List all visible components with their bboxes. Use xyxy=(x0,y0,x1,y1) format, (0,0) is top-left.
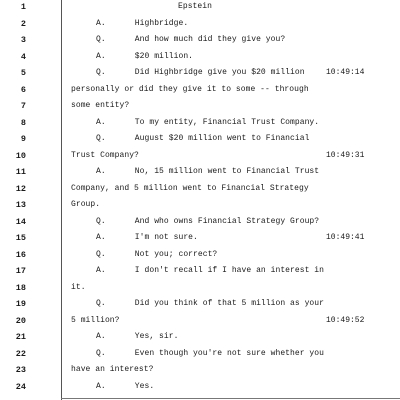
line-text: Q. Did you think of that 5 million as your xyxy=(96,299,324,308)
transcript-line xyxy=(0,283,400,299)
line-text: Q. August $20 million went to Financial xyxy=(96,134,310,143)
transcript-line xyxy=(0,299,400,315)
timestamp: 10:49:31 xyxy=(326,150,365,160)
line-number: 6 xyxy=(20,84,26,95)
transcript-line xyxy=(0,85,400,101)
line-number: 22 xyxy=(15,348,26,359)
line-text: Epstein xyxy=(178,2,212,11)
transcript-line xyxy=(0,250,400,266)
line-text: some entity? xyxy=(71,101,130,110)
transcript-line xyxy=(0,52,400,68)
line-text: 5 million? xyxy=(71,315,120,325)
timestamp: 10:49:52 xyxy=(326,315,365,325)
transcript-line xyxy=(0,167,400,183)
line-text: Company, and 5 million went to Financial Strategy xyxy=(71,183,309,193)
transcript-line xyxy=(0,332,400,348)
line-text: A. Yes. xyxy=(96,381,155,391)
line-text: A. No, 15 million went to Financial Trust xyxy=(96,167,320,176)
line-text: A. I don't recall if I have an interest in xyxy=(96,266,324,275)
line-number: 8 xyxy=(20,117,26,128)
line-text: have an interest? xyxy=(71,365,154,374)
line-text: A. Highbridge. xyxy=(96,18,189,28)
transcript-line xyxy=(0,233,400,249)
transcript-line xyxy=(0,118,400,134)
bottom-rule xyxy=(61,398,400,399)
line-text: Q. Even though you're not sure whether you xyxy=(96,348,324,358)
transcript-line xyxy=(0,200,400,216)
line-number: 1 xyxy=(20,2,26,12)
line-number: 10 xyxy=(15,150,26,161)
transcript-line xyxy=(0,316,400,332)
line-number: 14 xyxy=(15,216,26,227)
line-text: Q. Did Highbridge give you $20 million xyxy=(96,68,305,77)
line-text: it. xyxy=(71,282,86,292)
transcript-line xyxy=(0,151,400,167)
line-number: 20 xyxy=(15,315,26,326)
line-number: 23 xyxy=(15,365,26,375)
line-number: 19 xyxy=(15,299,26,309)
line-number: 5 xyxy=(20,68,26,78)
line-text: A. To my entity, Financial Trust Company. xyxy=(96,117,320,127)
transcript-line xyxy=(0,217,400,233)
line-number: 13 xyxy=(15,200,26,210)
transcript-line xyxy=(0,382,400,398)
line-text: A. I'm not sure. xyxy=(96,233,198,242)
line-number: 3 xyxy=(20,35,26,45)
timestamp: 10:49:41 xyxy=(326,233,365,242)
line-text: Q. And how much did they give you? xyxy=(96,35,286,44)
line-number: 21 xyxy=(15,332,26,342)
transcript-line xyxy=(0,19,400,35)
line-text: Trust Company? xyxy=(71,150,139,160)
line-text: Q. Not you; correct? xyxy=(96,249,218,259)
line-number: 17 xyxy=(15,266,26,276)
transcript-line xyxy=(0,68,400,84)
transcript-line xyxy=(0,2,400,18)
line-number: 2 xyxy=(20,18,26,29)
transcript-line xyxy=(0,266,400,282)
transcript-line xyxy=(0,184,400,200)
timestamp: 10:49:14 xyxy=(326,68,365,77)
line-number: 11 xyxy=(15,167,26,177)
line-number: 15 xyxy=(15,233,26,243)
transcript-line xyxy=(0,35,400,51)
transcript-line xyxy=(0,365,400,381)
transcript-line xyxy=(0,134,400,150)
line-text: Q. And who owns Financial Strategy Group? xyxy=(96,216,320,226)
line-text: A. $20 million. xyxy=(96,51,194,61)
line-number: 16 xyxy=(15,249,26,260)
line-text: personally or did they give it to some -- through xyxy=(71,84,309,94)
transcript-line xyxy=(0,101,400,117)
line-number: 18 xyxy=(15,282,26,293)
line-text: Group. xyxy=(71,200,101,209)
line-number: 9 xyxy=(20,134,26,144)
transcript-line xyxy=(0,349,400,365)
line-text: A. Yes, sir. xyxy=(96,332,179,341)
line-number: 24 xyxy=(15,381,26,392)
line-number: 12 xyxy=(15,183,26,194)
line-number: 4 xyxy=(20,51,26,62)
line-number: 7 xyxy=(20,101,26,111)
